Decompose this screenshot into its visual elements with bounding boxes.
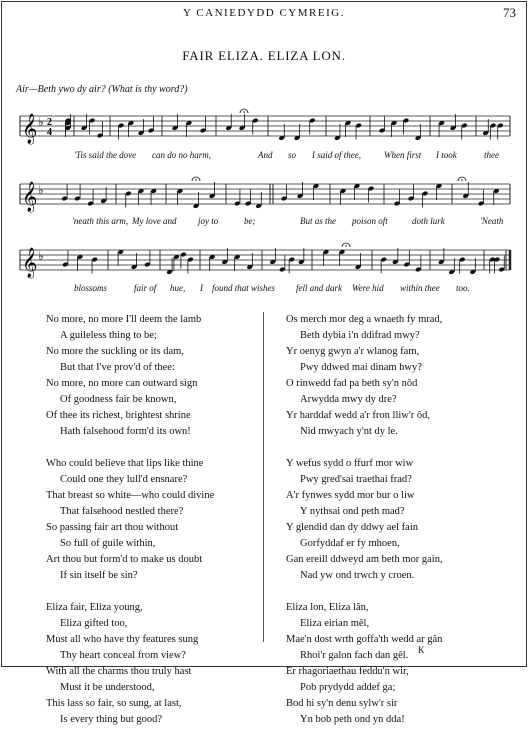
verse-line: Thy heart conceal from view? xyxy=(60,650,186,661)
verse-line: Eliza eirian mêl, xyxy=(300,618,370,629)
verse-line: Must all who have thy features sung xyxy=(46,634,199,645)
treble-clef-icon: 𝄞 xyxy=(22,248,38,278)
air-line: Air—Beth ywo dy air? (What is thy word?) xyxy=(16,84,188,95)
time-signature-top: 2 xyxy=(47,117,52,128)
verse-line: Must it be understood, xyxy=(60,682,155,693)
lyric-syllable: can do no harm, xyxy=(152,150,211,160)
lyric-syllable: joy to xyxy=(198,216,219,226)
stanza xyxy=(46,312,214,440)
verse-line: This lass so fair, so sung, at last, xyxy=(46,698,182,709)
verse-line: Pwy gred'sai traethai frad? xyxy=(300,474,412,485)
lyric-syllable: be; xyxy=(244,216,256,226)
verse-line: So full of guile within, xyxy=(60,538,156,549)
stanza xyxy=(286,312,443,440)
lyric-syllable: Were hid xyxy=(352,283,384,293)
verse-line: Is every thing but good? xyxy=(60,714,163,725)
verse-line: No more, no more can outward sign xyxy=(46,378,198,389)
verse-line: Er rhagoriaethau feddu'n wir, xyxy=(286,666,409,677)
lyric-syllable: I xyxy=(200,283,203,293)
lyric-syllable: thee xyxy=(484,150,499,160)
verse-line: Y glendid dan dy ddwy ael fain xyxy=(286,522,418,533)
verse-line: Eliza gifted too, xyxy=(60,618,128,629)
column-divider xyxy=(263,312,264,642)
lyric-syllable: I said of thee, xyxy=(312,150,361,160)
verse-line: No more the suckling or its dam, xyxy=(46,346,184,357)
verse-line: Mae'n dost wrth goffa'th wedd ar gân xyxy=(286,634,443,645)
lyric-syllable: doth lurk xyxy=(412,216,445,226)
lyric-syllable: blossoms xyxy=(74,283,108,293)
verse-line: Pob prydydd addef ga; xyxy=(300,682,396,693)
verse-line: Arwydda mwy dy dre? xyxy=(300,394,397,405)
time-signature-bottom: 4 xyxy=(47,127,52,138)
flat-icon: ♭ xyxy=(38,183,44,197)
verse-line: Yn bob peth ond yn dda! xyxy=(300,714,405,725)
verse-line: Nid mwyach y'nt dy le. xyxy=(300,426,398,437)
stanza xyxy=(46,600,214,728)
verse-line: Beth dybia i'n ddifrad mwy? xyxy=(300,330,420,341)
lyric-syllable: My love and xyxy=(132,216,177,226)
verse-line: Bod hi sy'n denu sylw'r sir xyxy=(286,698,398,709)
fermata-dot xyxy=(243,111,245,113)
verse-line: O rinwedd fad pa beth sy'n nôd xyxy=(286,378,418,389)
verse-line: So passing fair art thou without xyxy=(46,522,179,533)
english-verses xyxy=(46,312,214,744)
verse-line: Gan ereill ddweyd am beth mor gain, xyxy=(286,554,443,565)
lyric-syllable: hue, xyxy=(170,283,186,293)
stanza xyxy=(286,456,443,584)
fermata-dot xyxy=(345,245,347,247)
verse-line: Eliza fair, Eliza young, xyxy=(46,602,143,613)
verse-line: Who could believe that lips like thine xyxy=(46,458,204,469)
verse-line: Yr harddaf wedd a'r fron lliw'r ôd, xyxy=(286,410,431,421)
lyric-syllable: 'Neath xyxy=(480,216,504,226)
verse-line: That falsehood nestled there? xyxy=(60,506,184,517)
lyric-syllable: too. xyxy=(456,283,470,293)
lyric-syllable: fair of xyxy=(134,283,157,293)
verse-line: Art thou but form'd to make us doubt xyxy=(46,554,203,565)
verse-line: Eliza lon, Eliza lân, xyxy=(286,602,369,613)
verse-line: Could one they lull'd ensnare? xyxy=(60,474,188,485)
verse-line: Of thee its richest, brightest shrine xyxy=(46,410,191,421)
fermata-dot xyxy=(195,179,197,181)
lyric-syllable: fell and dark xyxy=(296,283,342,293)
verse-line: With all the charms thou truly hast xyxy=(46,666,192,677)
verse-line: Hath falsehood form'd its own! xyxy=(60,426,191,437)
verse-line: A'r fynwes sydd mor bur o liw xyxy=(286,490,415,501)
flat-icon: ♭ xyxy=(38,249,44,263)
verse-line: Y wefus sydd o ffurf mor wiw xyxy=(286,458,414,469)
verse-line: Pwy ddwed mai dinam hwy? xyxy=(300,362,422,373)
verse-line: That breast so white—who could divine xyxy=(46,490,215,501)
verse-line: Os merch mor deg a wnaeth fy mrad, xyxy=(286,314,443,325)
lyric-syllable: 'Tis said the dove xyxy=(74,150,137,160)
lyric-syllable: And xyxy=(258,150,273,160)
lyric-syllable: so xyxy=(288,150,297,160)
verse-line: Gorfyddaf er fy mhoen, xyxy=(300,538,400,549)
treble-clef-icon: 𝄞 xyxy=(22,114,38,144)
signature-mark: K xyxy=(418,645,425,655)
lyric-syllable: I took xyxy=(436,150,457,160)
verse-line: Y nythsai ond peth mad? xyxy=(300,506,405,517)
verse-line: No more, no more I'll deem the lamb xyxy=(46,314,202,325)
verse-line: A guileless thing to be; xyxy=(60,330,157,341)
stanza xyxy=(286,600,443,728)
verse-line: Of goodness fair be known, xyxy=(60,394,177,405)
welsh-verses xyxy=(286,312,443,744)
lyric-syllable: poison oft xyxy=(352,216,388,226)
verse-line: Rhoi'r galon fach dan gêl. xyxy=(300,650,409,661)
lyric-syllable: But as the xyxy=(300,216,336,226)
verse-line: Nad yw ond trwch y croen. xyxy=(300,570,415,581)
running-title: Y CANIEDYDD CYMREIG. xyxy=(183,7,345,19)
verse-line: But that I've prov'd of thee: xyxy=(60,362,175,373)
fermata-dot xyxy=(461,179,463,181)
song-title: FAIR ELIZA. ELIZA LON. xyxy=(182,48,346,63)
page-number: 73 xyxy=(503,5,516,20)
lyric-syllable: 'neath this arm, xyxy=(72,216,129,226)
lyric-syllable: found that wishes xyxy=(212,283,276,293)
lyric-syllable: When first xyxy=(384,150,422,160)
verse-line: If sin itself be sin? xyxy=(60,570,138,581)
stanza xyxy=(46,456,214,584)
flat-icon: ♭ xyxy=(38,115,44,129)
treble-clef-icon: 𝄞 xyxy=(22,182,38,212)
verse-line: Yr oenyg gwyn a'r wlanog fam, xyxy=(286,346,420,357)
lyric-syllable: within thee xyxy=(400,283,440,293)
